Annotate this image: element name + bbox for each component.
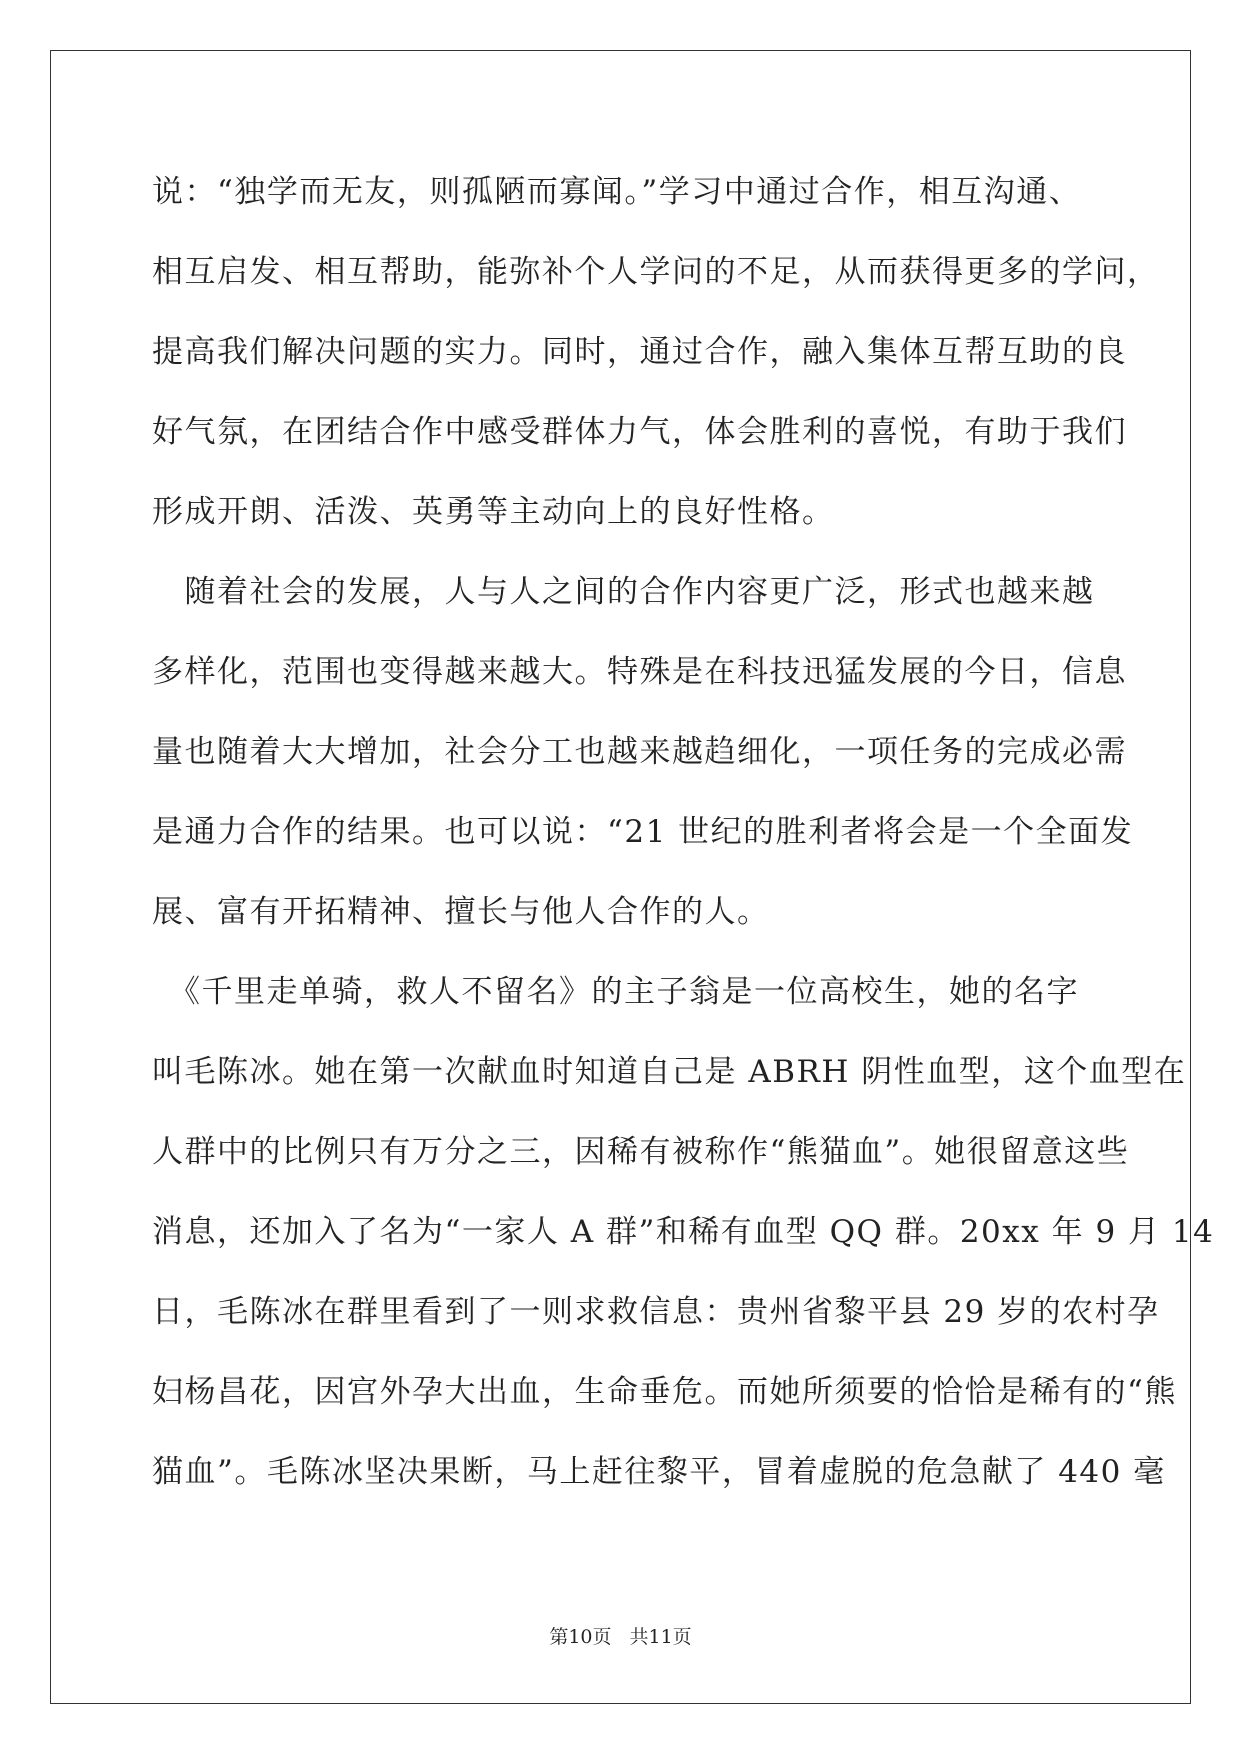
- text-line: 日，毛陈冰在群里看到了一则求救信息：贵州省黎平县 29 岁的农村孕: [152, 1294, 1160, 1330]
- text-line: 猫血”。毛陈冰坚决果断，马上赶往黎平，冒着虚脱的危急献了 440 毫: [152, 1454, 1166, 1490]
- text-line: 量也随着大大增加，社会分工也越来越趋细化，一项任务的完成必需: [152, 734, 1127, 770]
- text-line: 好气氛，在团结合作中感受群体力气，体会胜利的喜悦，有助于我们: [152, 414, 1127, 450]
- text-line: 多样化，范围也变得越来越大。特殊是在科技迅猛发展的今日，信息: [152, 654, 1127, 690]
- text-line: 相互启发、相互帮助，能弥补个人学问的不足，从而获得更多的学问，: [152, 254, 1160, 290]
- page-total: 共11页: [629, 1626, 692, 1648]
- page-number: 第10页: [549, 1626, 612, 1648]
- page-footer: [0, 1622, 1241, 1649]
- text-line: 叫毛陈冰。她在第一次献血时知道自己是 ABRH 阴性血型，这个血型在: [152, 1054, 1187, 1090]
- text-line: 形成开朗、活泼、英勇等主动向上的良好性格。: [152, 494, 835, 530]
- text-line: 妇杨昌花，因宫外孕大出血，生命垂危。而她所须要的恰恰是稀有的“熊: [152, 1374, 1177, 1410]
- text-line: 是通力合作的结果。也可以说：“21 世纪的胜利者将会是一个全面发: [152, 814, 1134, 850]
- text-line: 展、富有开拓精神、擅长与他人合作的人。: [152, 894, 770, 930]
- text-line: 人群中的比例只有万分之三，因稀有被称作“熊猫血”。她很留意这些: [152, 1134, 1130, 1170]
- text-line: 随着社会的发展，人与人之间的合作内容更广泛，形式也越来越: [152, 574, 1095, 610]
- text-line: 《千里走单骑，救人不留名》的主子翁是一位高校生，她的名字: [152, 974, 1079, 1010]
- text-line: 消息，还加入了名为“一家人 A 群”和稀有血型 QQ 群。20xx 年 9 月 14: [152, 1214, 1215, 1250]
- text-line: 说：“独学而无友，则孤陋而寡闻。”学习中通过合作，相互沟通、: [152, 174, 1082, 210]
- text-line: 提高我们解决问题的实力。同时，通过合作，融入集体互帮互助的良: [152, 334, 1127, 370]
